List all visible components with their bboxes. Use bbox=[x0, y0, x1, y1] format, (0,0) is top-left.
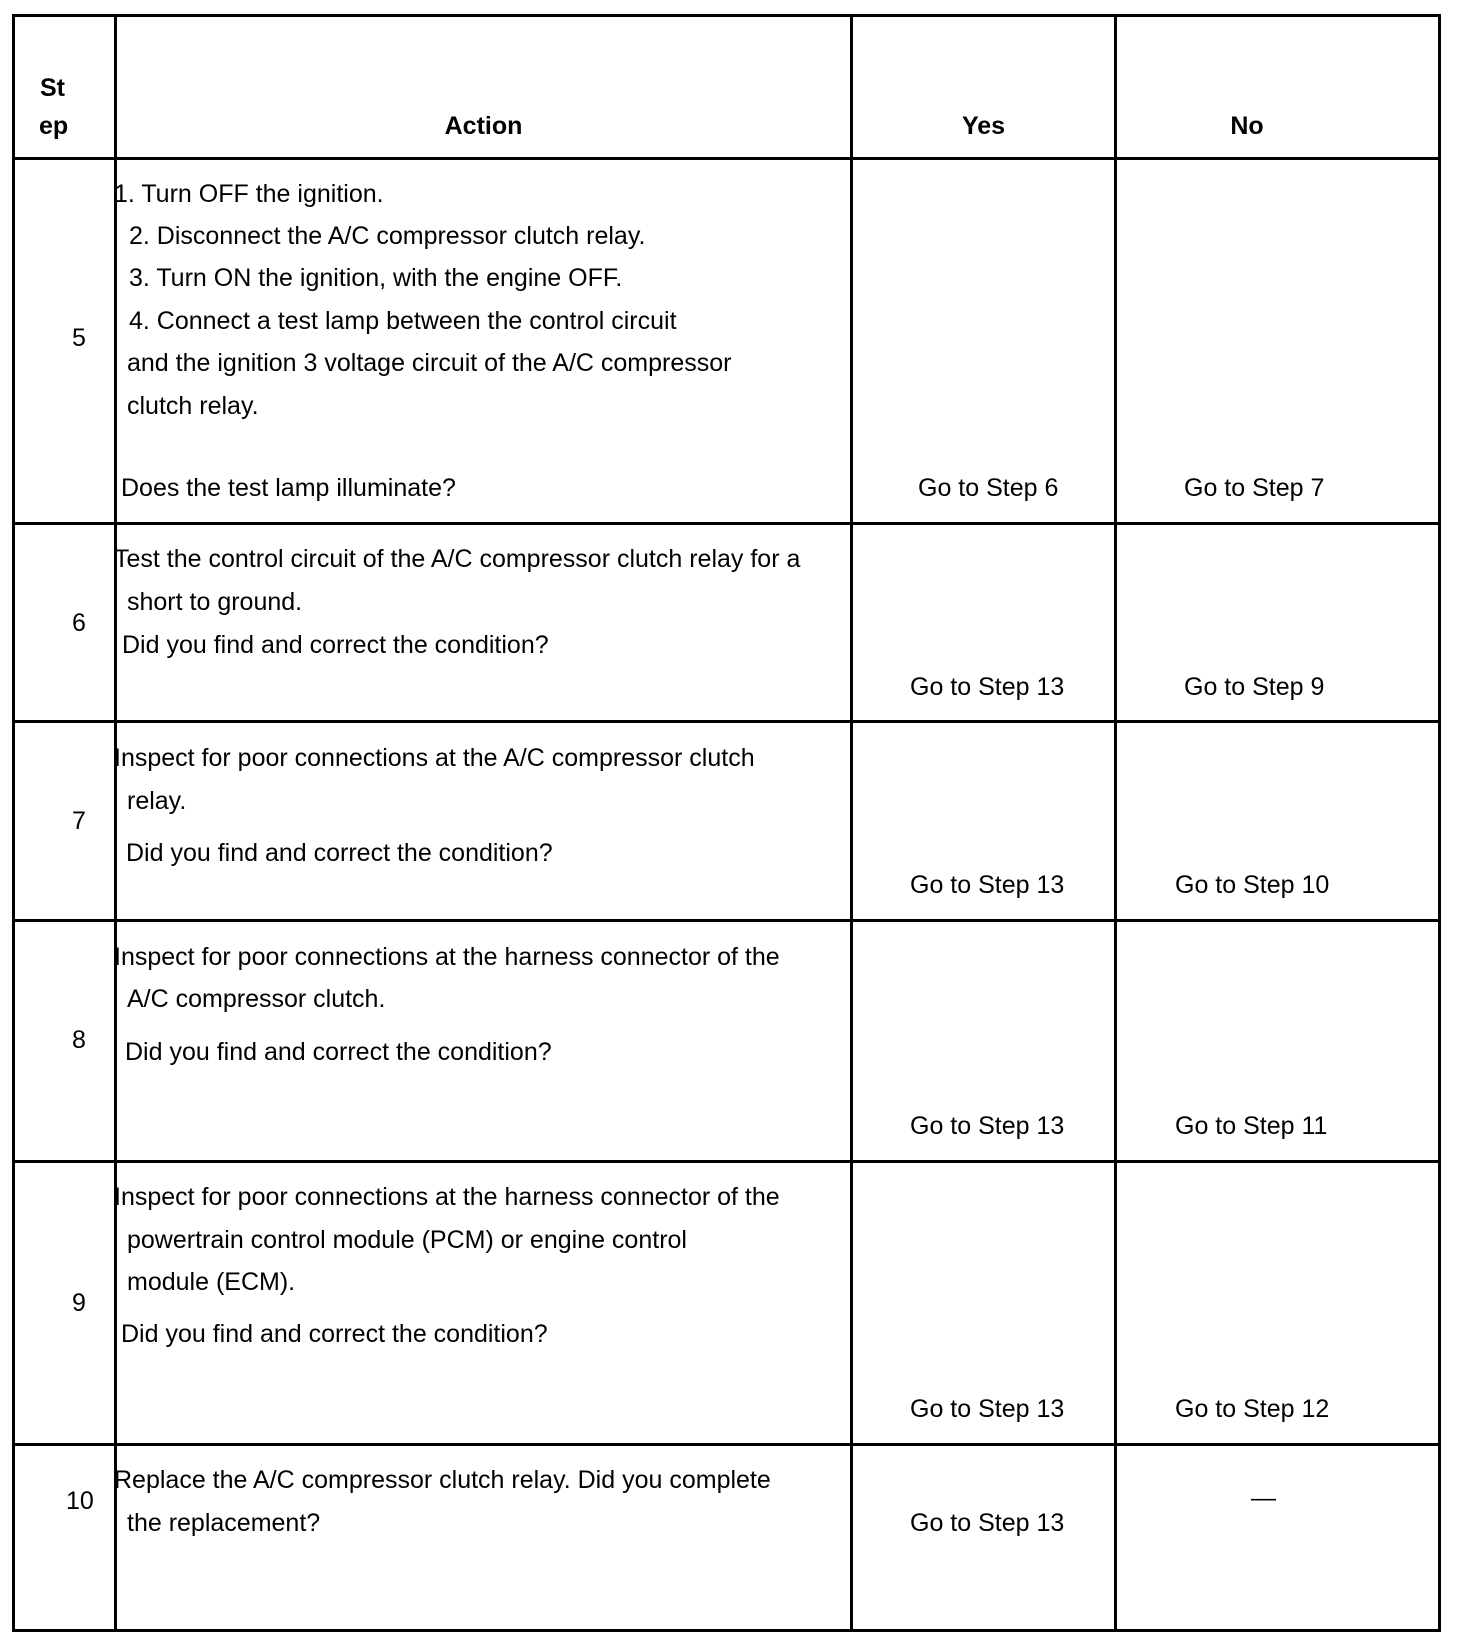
action-question: Does the test lamp illuminate? bbox=[121, 474, 456, 502]
action-line: relay. bbox=[127, 787, 187, 815]
action-question: Did you find and correct the condition? bbox=[126, 839, 553, 867]
header-action: Action bbox=[444, 112, 523, 140]
action-question: Did you find and correct the condition? bbox=[121, 1320, 548, 1348]
no-result: — bbox=[1251, 1484, 1276, 1512]
no-result: Go to Step 11 bbox=[1175, 1112, 1328, 1140]
column-divider bbox=[850, 17, 853, 1629]
action-line: 1. Turn OFF the ignition. bbox=[114, 180, 384, 208]
row-divider bbox=[15, 157, 1438, 160]
yes-result: Go to Step 13 bbox=[910, 1395, 1065, 1423]
action-line: A/C compressor clutch. bbox=[127, 985, 386, 1013]
column-divider bbox=[114, 17, 117, 1629]
action-line: Replace the A/C compressor clutch relay. Did you complete bbox=[114, 1466, 771, 1494]
diagnostic-table bbox=[12, 14, 1441, 1632]
action-line: short to ground. bbox=[127, 588, 303, 616]
header-no: No bbox=[1230, 112, 1264, 140]
action-question: Did you find and correct the condition? bbox=[122, 631, 549, 659]
action-line: and the ignition 3 voltage circuit of the A/C compressor bbox=[127, 349, 732, 377]
action-line: Inspect for poor connections at the A/C compressor clutch bbox=[114, 744, 755, 772]
row-divider bbox=[15, 1160, 1438, 1163]
no-result: Go to Step 9 bbox=[1184, 673, 1325, 701]
action-line: 4. Connect a test lamp between the control circuit bbox=[129, 307, 677, 335]
action-line: Inspect for poor connections at the harness connector of the bbox=[114, 943, 780, 971]
action-line: clutch relay. bbox=[127, 392, 259, 420]
column-divider bbox=[1114, 17, 1117, 1629]
yes-result: Go to Step 13 bbox=[910, 1112, 1065, 1140]
no-result: Go to Step 10 bbox=[1175, 871, 1330, 899]
row-divider bbox=[15, 919, 1438, 922]
header-step-line2: ep bbox=[39, 112, 69, 140]
action-line: module (ECM). bbox=[127, 1268, 296, 1296]
action-line: Test the control circuit of the A/C compressor clutch relay for a bbox=[114, 545, 801, 573]
action-line: 2. Disconnect the A/C compressor clutch relay. bbox=[129, 222, 646, 250]
no-result: Go to Step 7 bbox=[1184, 474, 1325, 502]
action-line: powertrain control module (PCM) or engine control bbox=[127, 1226, 687, 1254]
row-divider bbox=[15, 720, 1438, 723]
step-number: 5 bbox=[72, 324, 86, 352]
step-number: 10 bbox=[66, 1487, 94, 1515]
header-step-line1: St bbox=[40, 74, 65, 102]
yes-result: Go to Step 13 bbox=[910, 673, 1065, 701]
row-divider bbox=[15, 1443, 1438, 1446]
step-number: 7 bbox=[72, 807, 86, 835]
yes-result: Go to Step 13 bbox=[910, 1509, 1065, 1537]
step-number: 8 bbox=[72, 1026, 86, 1054]
step-number: 9 bbox=[72, 1289, 86, 1317]
yes-result: Go to Step 6 bbox=[918, 474, 1059, 502]
action-question: Did you find and correct the condition? bbox=[125, 1038, 552, 1066]
action-line: 3. Turn ON the ignition, with the engine OFF. bbox=[129, 264, 623, 292]
header-yes: Yes bbox=[961, 112, 1006, 140]
yes-result: Go to Step 13 bbox=[910, 871, 1065, 899]
action-line: the replacement? bbox=[127, 1509, 321, 1537]
action-line: Inspect for poor connections at the harness connector of the bbox=[114, 1183, 780, 1211]
step-number: 6 bbox=[72, 609, 86, 637]
no-result: Go to Step 12 bbox=[1175, 1395, 1330, 1423]
row-divider bbox=[15, 522, 1438, 525]
